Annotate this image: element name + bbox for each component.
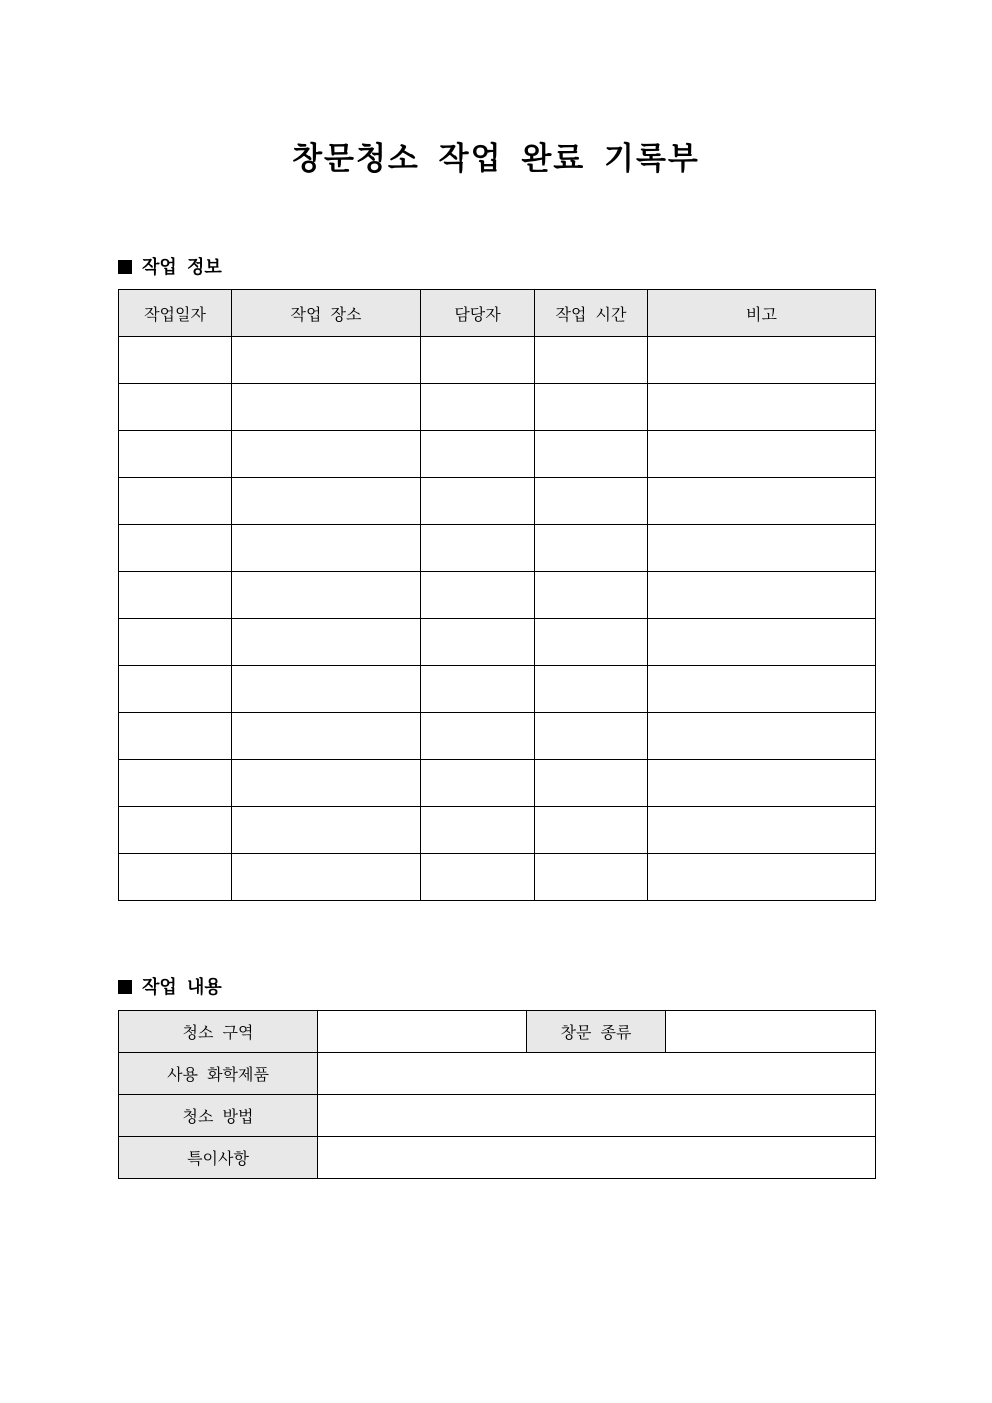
note-cell[interactable] (648, 384, 876, 431)
column-header-date: 작업일자 (119, 290, 232, 337)
location-cell[interactable] (232, 384, 421, 431)
table-row (119, 666, 876, 713)
note-cell[interactable] (648, 572, 876, 619)
note-cell[interactable] (648, 337, 876, 384)
worker-cell[interactable] (421, 619, 535, 666)
note-cell[interactable] (648, 854, 876, 901)
table-row (119, 478, 876, 525)
table-row (119, 760, 876, 807)
square-bullet-icon (118, 260, 132, 274)
location-cell[interactable] (232, 337, 421, 384)
section-heading-work-info (118, 253, 222, 279)
note-cell[interactable] (648, 760, 876, 807)
location-cell[interactable] (232, 807, 421, 854)
time-cell[interactable] (535, 713, 648, 760)
worker-cell[interactable] (421, 384, 535, 431)
section-heading-label: 작업 내용 (142, 977, 222, 998)
worker-cell[interactable] (421, 854, 535, 901)
worker-cell[interactable] (421, 713, 535, 760)
section-heading-label: 작업 정보 (142, 257, 222, 278)
chemicals-label: 사용 화학제품 (119, 1053, 318, 1095)
work-content-table (118, 1010, 876, 1179)
cleaning-area-label: 청소 구역 (119, 1011, 318, 1053)
remarks-label: 특이사항 (119, 1137, 318, 1179)
location-cell[interactable] (232, 760, 421, 807)
table-row (119, 854, 876, 901)
time-cell[interactable] (535, 807, 648, 854)
table-row (119, 337, 876, 384)
date-cell[interactable] (119, 854, 232, 901)
note-cell[interactable] (648, 525, 876, 572)
time-cell[interactable] (535, 525, 648, 572)
note-cell[interactable] (648, 478, 876, 525)
date-cell[interactable] (119, 384, 232, 431)
location-cell[interactable] (232, 431, 421, 478)
time-cell[interactable] (535, 478, 648, 525)
time-cell[interactable] (535, 572, 648, 619)
worker-cell[interactable] (421, 525, 535, 572)
location-cell[interactable] (232, 572, 421, 619)
column-header-worker: 담당자 (421, 290, 535, 337)
date-cell[interactable] (119, 713, 232, 760)
cleaning-method-label: 청소 방법 (119, 1095, 318, 1137)
column-header-location: 작업 장소 (232, 290, 421, 337)
date-cell[interactable] (119, 666, 232, 713)
table-header-row (119, 290, 876, 337)
location-cell[interactable] (232, 666, 421, 713)
table-row (119, 1095, 876, 1137)
worker-cell[interactable] (421, 807, 535, 854)
note-cell[interactable] (648, 431, 876, 478)
time-cell[interactable] (535, 760, 648, 807)
date-cell[interactable] (119, 525, 232, 572)
chemicals-field[interactable] (318, 1053, 876, 1095)
time-cell[interactable] (535, 337, 648, 384)
table-row (119, 572, 876, 619)
location-cell[interactable] (232, 478, 421, 525)
time-cell[interactable] (535, 666, 648, 713)
date-cell[interactable] (119, 478, 232, 525)
table-row (119, 384, 876, 431)
column-header-time: 작업 시간 (535, 290, 648, 337)
note-cell[interactable] (648, 807, 876, 854)
worker-cell[interactable] (421, 572, 535, 619)
location-cell[interactable] (232, 713, 421, 760)
table-row (119, 1011, 876, 1053)
note-cell[interactable] (648, 713, 876, 760)
time-cell[interactable] (535, 431, 648, 478)
cleaning-area-field[interactable] (318, 1011, 527, 1053)
column-header-note: 비고 (648, 290, 876, 337)
date-cell[interactable] (119, 431, 232, 478)
remarks-field[interactable] (318, 1137, 876, 1179)
table-row (119, 619, 876, 666)
table-row (119, 525, 876, 572)
worker-cell[interactable] (421, 760, 535, 807)
table-row (119, 713, 876, 760)
page-title: 창문청소 작업 완료 기록부 (292, 141, 700, 177)
worker-cell[interactable] (421, 666, 535, 713)
square-bullet-icon (118, 980, 132, 994)
date-cell[interactable] (119, 572, 232, 619)
table-row (119, 807, 876, 854)
section-heading-work-content (118, 973, 222, 999)
worker-cell[interactable] (421, 337, 535, 384)
date-cell[interactable] (119, 760, 232, 807)
table-row (119, 1137, 876, 1179)
location-cell[interactable] (232, 525, 421, 572)
time-cell[interactable] (535, 619, 648, 666)
location-cell[interactable] (232, 854, 421, 901)
cleaning-method-field[interactable] (318, 1095, 876, 1137)
time-cell[interactable] (535, 384, 648, 431)
location-cell[interactable] (232, 619, 421, 666)
date-cell[interactable] (119, 619, 232, 666)
date-cell[interactable] (119, 807, 232, 854)
note-cell[interactable] (648, 619, 876, 666)
note-cell[interactable] (648, 666, 876, 713)
window-type-label: 창문 종류 (527, 1011, 666, 1053)
worker-cell[interactable] (421, 478, 535, 525)
table-row (119, 431, 876, 478)
date-cell[interactable] (119, 337, 232, 384)
time-cell[interactable] (535, 854, 648, 901)
table-row (119, 1053, 876, 1095)
worker-cell[interactable] (421, 431, 535, 478)
window-type-field[interactable] (666, 1011, 876, 1053)
work-info-table (118, 289, 876, 901)
